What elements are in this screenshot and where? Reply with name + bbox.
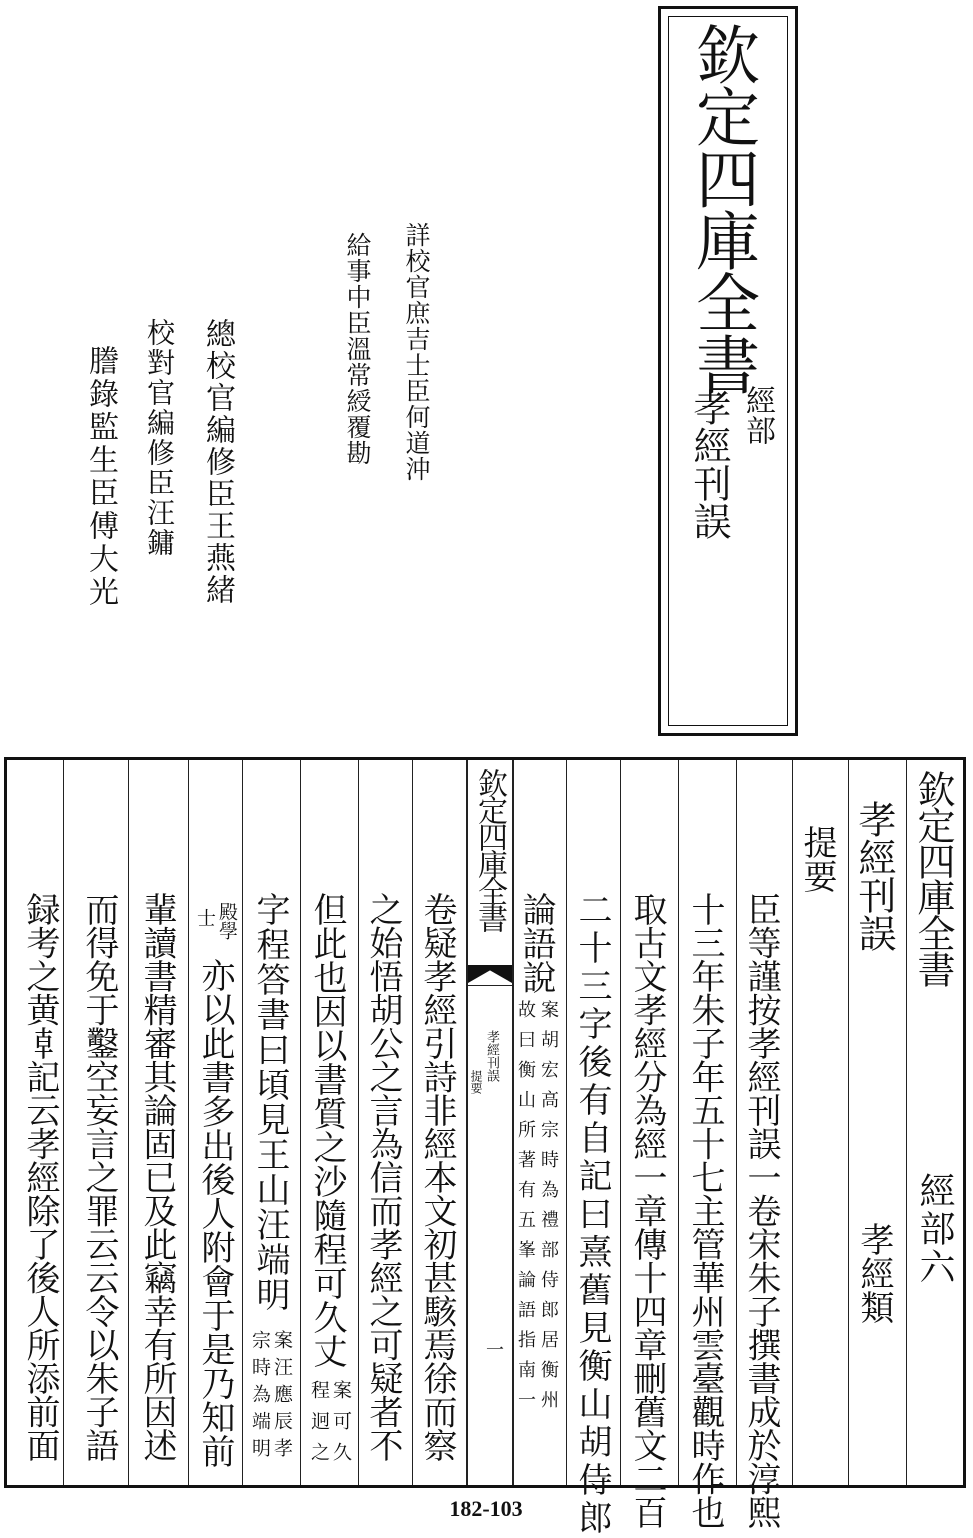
center-page-number: 一 xyxy=(483,1340,504,1358)
column-rule xyxy=(242,760,243,1485)
proofreader-copyist: 謄錄監生臣傅大光 xyxy=(83,345,118,609)
proofreader-detail: 詳校官庶吉士臣何道沖 xyxy=(402,222,431,482)
text-column-9: 字程答書曰頃見王山汪端明 xyxy=(250,892,290,1312)
column-rule xyxy=(358,760,359,1485)
cover-division: 經部 xyxy=(740,385,775,445)
proofreader-supervisor: 給事中臣溫常綬覆勘 xyxy=(343,232,372,466)
text-column-10: 亦以此書多出後人附會于是乃知前 xyxy=(195,958,235,1468)
column-rule xyxy=(300,760,301,1485)
text-column-11: 輩讀書精審其論固已及此竊幸有所因述 xyxy=(137,892,177,1462)
column-rule xyxy=(848,760,849,1485)
text-column-3: 取古文孝經分為經一章傳十四章刪舊文二百 xyxy=(627,892,667,1529)
text-column-1: 臣等謹按孝經刊誤一卷宋朱子撰書成於淳熙 xyxy=(741,892,781,1529)
annotation-xueshi-left: 士 xyxy=(194,908,216,927)
text-column-4: 二十三字後有自記曰熹舊見衡山胡侍郎 xyxy=(572,892,612,1538)
annotation-wang-left: 宗時為端明 xyxy=(249,1330,271,1465)
column-rule xyxy=(566,760,567,1485)
text-column-5-head: 論語說 xyxy=(516,892,556,994)
cover-title: 欽定四庫全書 xyxy=(685,22,759,394)
annotation-hu-right: 案胡宏高宗時為禮部侍郎居衡州 xyxy=(538,1000,559,1420)
column-rule xyxy=(736,760,737,1485)
category: 孝經類 xyxy=(854,1222,894,1324)
column-rule xyxy=(906,760,907,1485)
book-title: 孝經刊誤 xyxy=(852,800,896,952)
text-column-12: 而得免于鑿空妄言之罪云云令以朱子語 xyxy=(79,892,119,1462)
division-line: 經部六 xyxy=(914,1172,955,1286)
text-column-2: 十三年朱子年五十七主管華州雲臺觀時作也 xyxy=(685,892,725,1529)
proofreader-chief: 總校官編修臣王燕緒 xyxy=(200,318,235,606)
annotation-xueshi-right: 殿學 xyxy=(216,902,238,940)
section-heading: 提要 xyxy=(797,825,837,893)
text-column-13: 録考之黄𠦝記云孝經除了後人所添前面 xyxy=(20,892,60,1462)
text-column-8: 但此也因以書質之沙隨程可久丈 xyxy=(307,892,347,1368)
annotation-cheng-left: 程迥之 xyxy=(308,1380,330,1473)
text-column-7: 之始悟胡公之言為信而孝經之可疑者不 xyxy=(363,892,403,1462)
fishtail-rule xyxy=(468,985,512,986)
center-sub-title: 孝經刊誤 xyxy=(484,1030,499,1082)
center-section: 提要 xyxy=(469,1070,483,1094)
annotation-hu-left: 故曰衡山所著有五峯論語指南一 xyxy=(515,1000,536,1420)
column-rule xyxy=(412,760,413,1485)
column-rule xyxy=(792,760,793,1485)
center-title: 欽定四庫全書 xyxy=(472,768,507,930)
proofreader-collator: 校對官編修臣汪鏞 xyxy=(143,318,176,558)
page-number: 182-103 xyxy=(449,1496,523,1521)
column-rule xyxy=(678,760,679,1485)
column-rule xyxy=(63,760,64,1485)
annotation-wang-right: 案汪應辰孝 xyxy=(271,1330,293,1465)
text-column-6: 卷疑孝經引詩非經本文初甚駭焉徐而察 xyxy=(417,892,457,1462)
page-header-title: 欽定四庫全書 xyxy=(911,770,955,986)
cover-book-title: 孝經刊誤 xyxy=(687,388,731,540)
annotation-cheng-right: 案可久 xyxy=(330,1380,352,1473)
column-rule xyxy=(128,760,129,1485)
column-rule xyxy=(188,760,189,1485)
column-rule xyxy=(620,760,621,1485)
